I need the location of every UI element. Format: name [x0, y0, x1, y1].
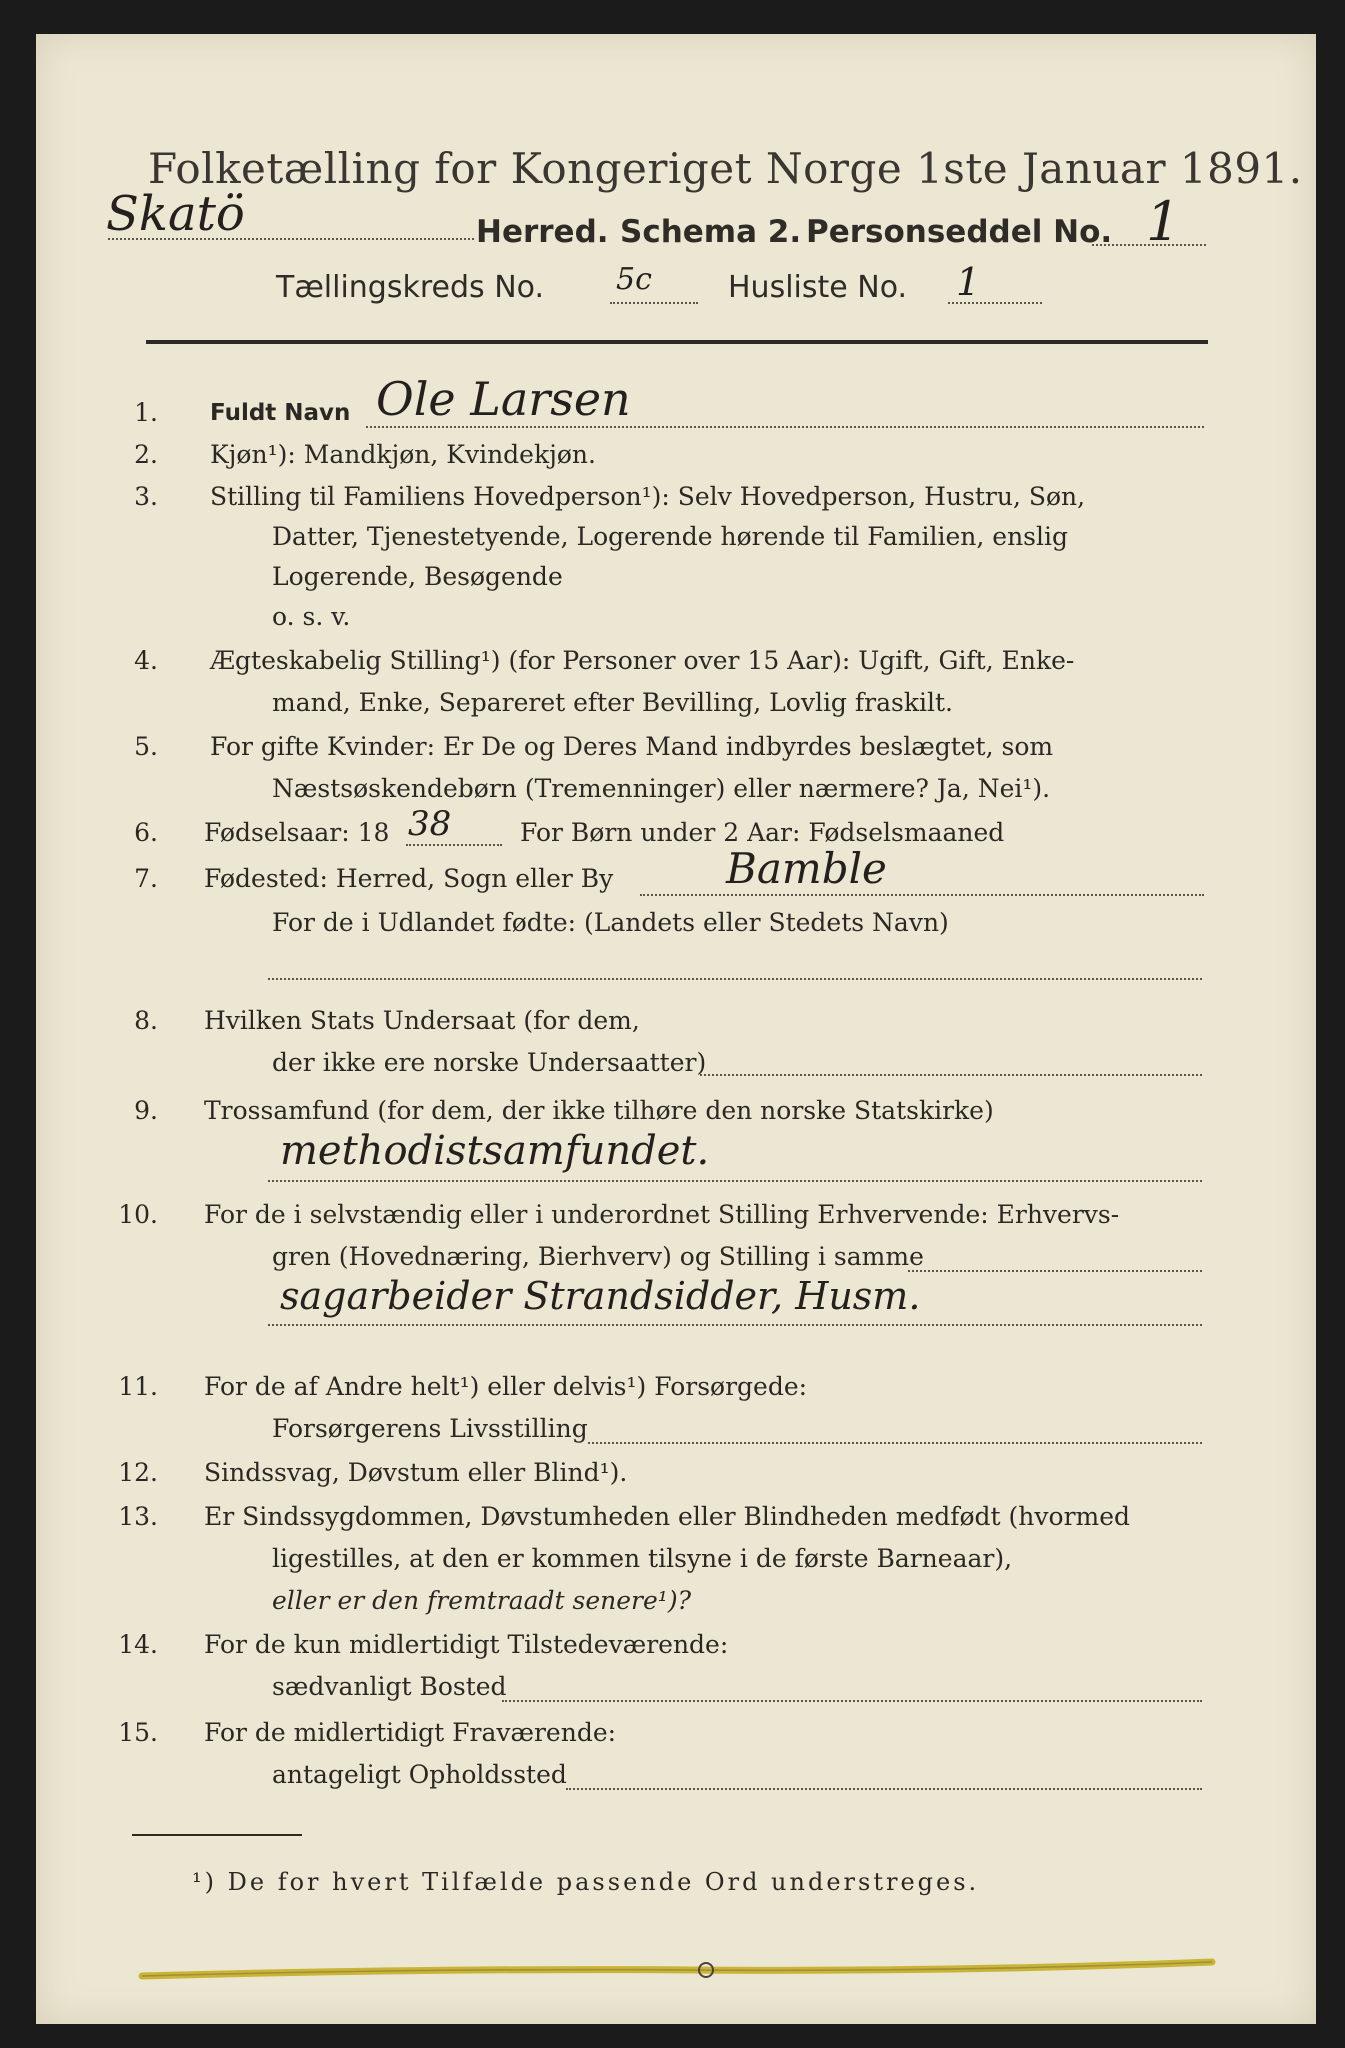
item-2-text: Kjøn¹): Mandkjøn, Kvindekjøn.: [210, 440, 596, 469]
item-3-line-1: Stilling til Familiens Hovedperson¹): Selv Hovedperson, Hustru, Søn,: [210, 482, 1086, 511]
item-10-line-1: For de i selvstændig eller i underordnet Stilling Erhvervende: Erhvervs-: [204, 1200, 1120, 1229]
item-8-number: 8.: [134, 1006, 158, 1035]
item-6-month-label: For Børn under 2 Aar: Fødselsmaaned: [520, 818, 1005, 847]
taellingskreds-number: 5c: [616, 262, 652, 297]
census-form-sheet: [36, 34, 1316, 2024]
item-1-answer: Ole Larsen: [376, 372, 631, 426]
item-9-number: 9.: [134, 1096, 158, 1125]
item-7-line-1: Fødested: Herred, Sogn eller By: [204, 864, 614, 893]
item-2-number: 2.: [134, 440, 158, 469]
taellingskreds-label: Tællingskreds No.: [276, 270, 544, 305]
item-3-line-4: o. s. v.: [272, 602, 351, 631]
item-15-line-2: antageligt Opholdssted: [272, 1760, 567, 1789]
item-14-number: 14.: [118, 1630, 158, 1659]
item-10-line-2: gren (Hovednæring, Bierhverv) og Stilling i samme: [272, 1242, 924, 1271]
item-7-answer: Bamble: [726, 844, 887, 893]
husliste-label: Husliste No.: [728, 270, 908, 305]
item-11-number: 11.: [118, 1372, 158, 1401]
item-6-birthyear-label: Fødselsaar: 18: [204, 818, 390, 847]
item-7-line-2: For de i Udlandet fødte: (Landets eller Stedets Navn): [272, 908, 949, 937]
item-1-text: Fuldt Navn: [210, 400, 351, 426]
item-12-number: 12.: [118, 1458, 158, 1487]
item-3-line-3: Logerende, Besøgende: [272, 562, 563, 591]
item-15-number: 15.: [118, 1718, 158, 1747]
item-8-line-1: Hvilken Stats Undersaat (for dem,: [204, 1006, 640, 1035]
item-4-line-1: Ægteskabelig Stilling¹) (for Personer over 15 Aar): Ugift, Gift, Enke-: [210, 646, 1075, 675]
schema-label: Schema 2.: [620, 214, 802, 250]
item-9-answer: methodistsamfundet.: [280, 1128, 710, 1174]
item-9-text: Trossamfund (for dem, der ikke tilhøre den norske Statskirke): [204, 1096, 994, 1125]
municipality-handwritten: Skatö: [106, 186, 245, 242]
personseddel-number: 1: [1146, 190, 1181, 253]
item-13-line-3: eller er den fremtraadt senere¹)?: [272, 1586, 691, 1615]
item-3-line-2: Datter, Tjenestetyende, Logerende hørende til Familien, enslig: [272, 522, 1069, 551]
item-11-line-2: Forsørgerens Livsstilling: [272, 1414, 588, 1443]
item-6-answer: 38: [408, 804, 452, 844]
form-title: Folketælling for Kongeriget Norge 1ste Januar 1891.: [148, 144, 1303, 193]
item-4-number: 4.: [134, 646, 158, 675]
item-14-line-2: sædvanligt Bosted: [272, 1672, 507, 1701]
item-5-line-2: Næstsøskendebørn (Tremenninger) eller nærmere? Ja, Nei¹).: [272, 774, 1051, 803]
personseddel-label: Personseddel No.: [806, 214, 1113, 250]
item-13-line-2: ligestilles, at den er kommen tilsyne i de første Barneaar),: [272, 1544, 1013, 1573]
footnote: ¹) De for hvert Tilfælde passende Ord understreges.: [192, 1868, 980, 1896]
herred-label: Herred.: [476, 214, 609, 250]
item-14-line-1: For de kun midlertidigt Tilstedeværende:: [204, 1630, 729, 1659]
item-12-text: Sindssvag, Døvstum eller Blind¹).: [204, 1458, 628, 1487]
item-11-line-1: For de af Andre helt¹) eller delvis¹) Forsørgede:: [204, 1372, 808, 1401]
item-10-answer: sagarbeider Strandsidder, Husm.: [280, 1274, 921, 1318]
footnote-rule: [132, 1834, 302, 1836]
item-7-number: 7.: [134, 864, 158, 893]
husliste-number: 1: [956, 260, 981, 304]
item-4-line-2: mand, Enke, Separeret efter Bevilling, Lovlig fraskilt.: [272, 688, 953, 717]
item-5-number: 5.: [134, 732, 158, 761]
item-13-line-1: Er Sindssygdommen, Døvstumheden eller Blindheden medfødt (hvormed: [204, 1502, 1131, 1531]
item-5-line-1: For gifte Kvinder: Er De og Deres Mand indbyrdes beslægtet, som: [210, 732, 1054, 761]
item-13-number: 13.: [118, 1502, 158, 1531]
item-10-number: 10.: [118, 1200, 158, 1229]
item-3-number: 3.: [134, 482, 158, 511]
item-15-line-1: For de midlertidigt Fraværende:: [204, 1718, 617, 1747]
item-8-line-2: der ikke ere norske Undersaatter): [272, 1048, 707, 1077]
item-6-number: 6.: [134, 818, 158, 847]
item-1-number: 1.: [134, 398, 158, 427]
binding-thread: [132, 1934, 1232, 1994]
